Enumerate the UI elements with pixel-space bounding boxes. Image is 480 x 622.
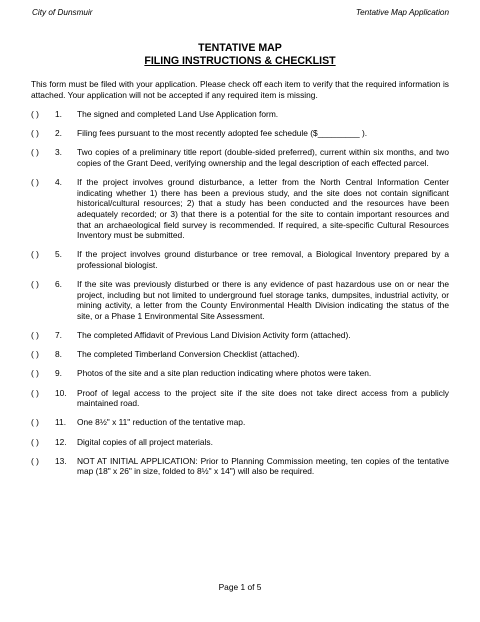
- checklist-item: [31, 437, 449, 448]
- checkbox[interactable]: ( ): [31, 249, 39, 260]
- checklist-item: [31, 177, 449, 241]
- item-number: 2.: [55, 128, 62, 139]
- checkbox[interactable]: ( ): [31, 417, 39, 428]
- checkbox[interactable]: ( ): [31, 436, 39, 447]
- item-text: If the site was previously disturbed or there is any evidence of past hazardous use on or near the project, including but not limited to underground fuel storage tanks, dumpsites, industrial activity, or mining activity, a letter from the County Environmental Health Division indicating the status of the site, or a Phase 1 Environmental Site Assessment.: [77, 279, 449, 321]
- header-city: City of Dunsmuir: [32, 8, 93, 17]
- item-number: 12.: [55, 436, 67, 447]
- header-form-name: Tentative Map Application: [355, 8, 449, 17]
- checklist-item: [31, 279, 449, 321]
- checklist-item: [31, 368, 449, 379]
- checkbox[interactable]: ( ): [31, 109, 39, 119]
- checklist-item: [31, 417, 449, 428]
- document-title: [0, 42, 480, 68]
- item-text: If the project involves ground disturbance, a letter from the North Central Information Center indicating whether 1) there has been a previous study, and the site does not contain significant historical/cultural resources; 2) that a study has been conducted and the resources have been adequately recorded; or 3) that there is a potential for the site to contain important resources and that an archaeological field survey is recommended. If required, a site-specific Cultural Resources Inventory must be submitted.: [77, 177, 449, 241]
- title-line-2: FILING INSTRUCTIONS & CHECKLIST: [144, 55, 336, 67]
- item-number: 13.: [55, 455, 67, 466]
- checkbox[interactable]: ( ): [31, 349, 39, 360]
- item-text: Proof of legal access to the project site if the site does not take direct access from a publicly maintained road.: [77, 387, 449, 409]
- item-text: The completed Affidavit of Previous Land Division Activity form (attached).: [77, 330, 351, 341]
- checklist-item: [31, 109, 449, 120]
- item-text: NOT AT INITIAL APPLICATION: Prior to Planning Commission meeting, ten copies of the tentative map (18" x 26" in size, folded to 8½" x 14") will also be required.: [77, 455, 449, 477]
- item-number: 5.: [55, 249, 62, 260]
- checkbox[interactable]: ( ): [31, 177, 39, 188]
- item-number: 9.: [55, 368, 62, 379]
- item-number: 11.: [55, 417, 67, 428]
- checklist-item: [31, 128, 449, 139]
- checklist-item: [31, 456, 449, 477]
- item-text: If the project involves ground disturbance or tree removal, a Biological Inventory prepared by a professional biologist.: [77, 249, 449, 270]
- item-text: The completed Timberland Conversion Checklist (attached).: [77, 349, 300, 360]
- checklist-item: [31, 349, 449, 360]
- checkbox[interactable]: ( ): [31, 387, 39, 398]
- checkbox[interactable]: ( ): [31, 455, 39, 466]
- item-number: 1.: [55, 109, 62, 119]
- item-number: 3.: [55, 147, 62, 158]
- item-number: 4.: [55, 177, 62, 188]
- intro-paragraph: This form must be filed with your application. Please check off each item to verify that the required information is attached. Your application will not be accepted if any required item is missing.: [31, 79, 449, 100]
- item-number: 10.: [55, 387, 67, 398]
- item-text: Filing fees pursuant to the most recently adopted fee schedule ($_________ ).: [77, 128, 368, 139]
- checkbox[interactable]: ( ): [31, 128, 39, 139]
- checklist-item: [31, 330, 449, 341]
- checklist: [31, 109, 449, 486]
- item-text: One 8½" x 11" reduction of the tentative map.: [77, 417, 246, 428]
- checkbox[interactable]: ( ): [31, 330, 39, 341]
- checklist-item: [31, 249, 449, 270]
- item-text: Two copies of a preliminary title report (double-sided preferred), current within six months, and two copies of the Grant Deed, verifying ownership and the legal description of each effected parcel.: [77, 147, 449, 168]
- checkbox[interactable]: ( ): [31, 147, 39, 158]
- checklist-item: [31, 147, 449, 168]
- title-line-1: TENTATIVE MAP: [198, 42, 282, 54]
- item-number: 8.: [55, 349, 62, 360]
- checkbox[interactable]: ( ): [31, 279, 39, 290]
- item-number: 6.: [55, 279, 62, 290]
- checklist-item: [31, 388, 449, 409]
- checkbox[interactable]: ( ): [31, 368, 39, 379]
- item-number: 7.: [55, 330, 62, 341]
- item-text: Digital copies of all project materials.: [77, 436, 213, 447]
- item-text: The signed and completed Land Use Application form.: [77, 109, 279, 119]
- item-text: Photos of the site and a site plan reduction indicating where photos were taken.: [77, 368, 372, 379]
- page-number: Page 1 of 5: [218, 582, 262, 592]
